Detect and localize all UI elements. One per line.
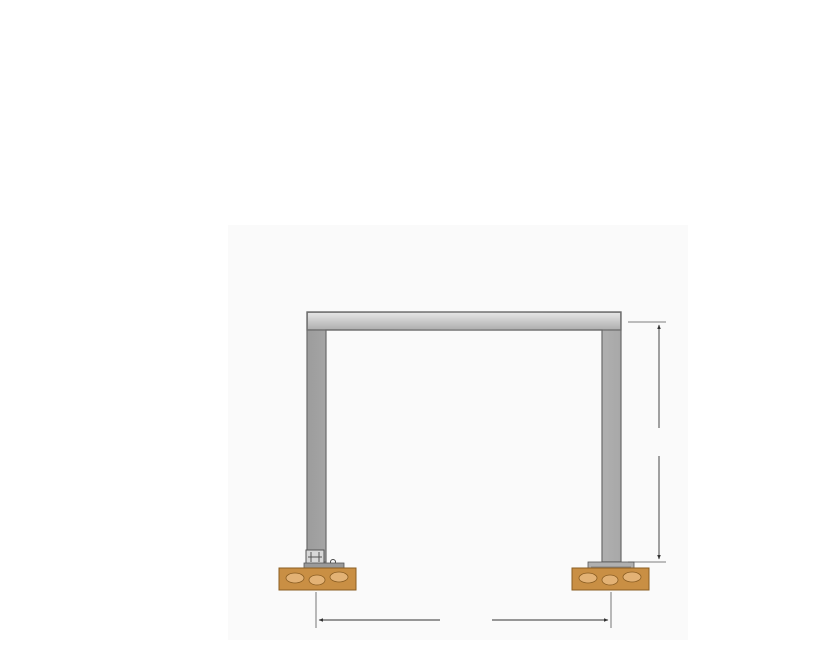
frame-beam (308, 313, 620, 329)
smooth-pad-support-d (588, 562, 634, 568)
ground-a (279, 568, 356, 590)
ground-d (572, 568, 649, 590)
